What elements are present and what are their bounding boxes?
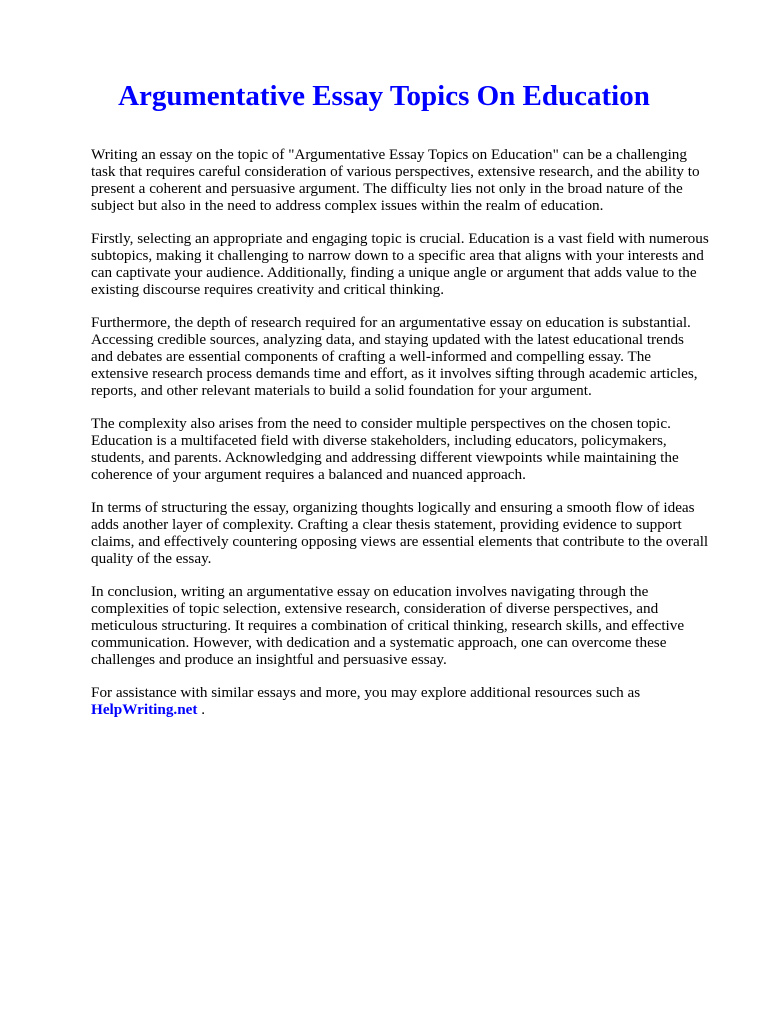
paragraph-line: In terms of structuring the essay, organizing thoughts logically and ensuring a smooth flow of ideas [91, 499, 695, 516]
paragraph-line: and debates are essential components of crafting a well-informed and compelling essay. The [91, 348, 652, 365]
paragraph-line: extensive research process demands time and effort, as it involves sifting through academic articles, [91, 365, 698, 382]
paragraph-structuring [91, 499, 731, 567]
paragraph-line: can captivate your audience. Additionally, finding a unique angle or argument that adds value to the [91, 264, 697, 281]
paragraph-research [91, 314, 731, 399]
paragraph-conclusion [91, 583, 731, 668]
paragraph-line: meticulous structuring. It requires a combination of critical thinking, research skills, and effective [91, 617, 685, 634]
paragraph-closing [91, 684, 731, 718]
paragraph-line: complexities of topic selection, extensive research, consideration of diverse perspectives, and [91, 600, 659, 617]
paragraph-topic-selection [91, 230, 731, 298]
paragraph-line: Accessing credible sources, analyzing data, and staying updated with the latest educational trends [91, 331, 684, 348]
paragraph-intro [91, 146, 731, 214]
helpwriting-link[interactable]: HelpWriting.net [91, 701, 198, 718]
paragraph-perspectives [91, 415, 731, 483]
paragraph-line: reports, and other relevant materials to build a solid foundation for your argument. [91, 382, 592, 399]
paragraph-line: challenges and produce an insightful and persuasive essay. [91, 651, 447, 668]
paragraph-line: communication. However, with dedication and a systematic approach, one can overcome these [91, 634, 667, 651]
page-title: Argumentative Essay Topics On Education [118, 80, 650, 112]
paragraph-line: coherence of your argument requires a balanced and nuanced approach. [91, 466, 526, 483]
paragraph-line: Furthermore, the depth of research required for an argumentative essay on education is substantial. [91, 314, 691, 331]
paragraph-line: adds another layer of complexity. Crafting a clear thesis statement, providing evidence to support [91, 516, 682, 533]
closing-text: For assistance with similar essays and more, you may explore additional resources such as [91, 684, 641, 701]
document-body [91, 146, 731, 734]
paragraph-line: present a coherent and persuasive argument. The difficulty lies not only in the broad nature of the [91, 180, 683, 197]
paragraph-line: claims, and effectively countering opposing views are essential elements that contribute to the overall [91, 533, 709, 550]
paragraph-line: The complexity also arises from the need to consider multiple perspectives on the chosen topic. [91, 415, 671, 432]
closing-period: . [197, 701, 206, 718]
paragraph-line: Firstly, selecting an appropriate and engaging topic is crucial. Education is a vast field with numerous [91, 230, 709, 247]
paragraph-line: subtopics, making it challenging to narrow down to a specific area that aligns with your interests and [91, 247, 704, 264]
paragraph-line: quality of the essay. [91, 550, 212, 567]
paragraph-line: students, and parents. Acknowledging and addressing different viewpoints while maintaining the [91, 449, 679, 466]
paragraph-line: Writing an essay on the topic of "Argumentative Essay Topics on Education" can be a challenging [91, 146, 687, 163]
paragraph-line: subject but also in the need to address complex issues within the realm of education. [91, 197, 604, 214]
paragraph-line: task that requires careful consideration of various perspectives, extensive research, and the ability to [91, 163, 700, 180]
paragraph-line: In conclusion, writing an argumentative essay on education involves navigating through the [91, 583, 649, 600]
paragraph-line: Education is a multifaceted field with diverse stakeholders, including educators, policymakers, [91, 432, 667, 449]
closing-link-line [91, 701, 731, 718]
paragraph-line: existing discourse requires creativity and critical thinking. [91, 281, 445, 298]
